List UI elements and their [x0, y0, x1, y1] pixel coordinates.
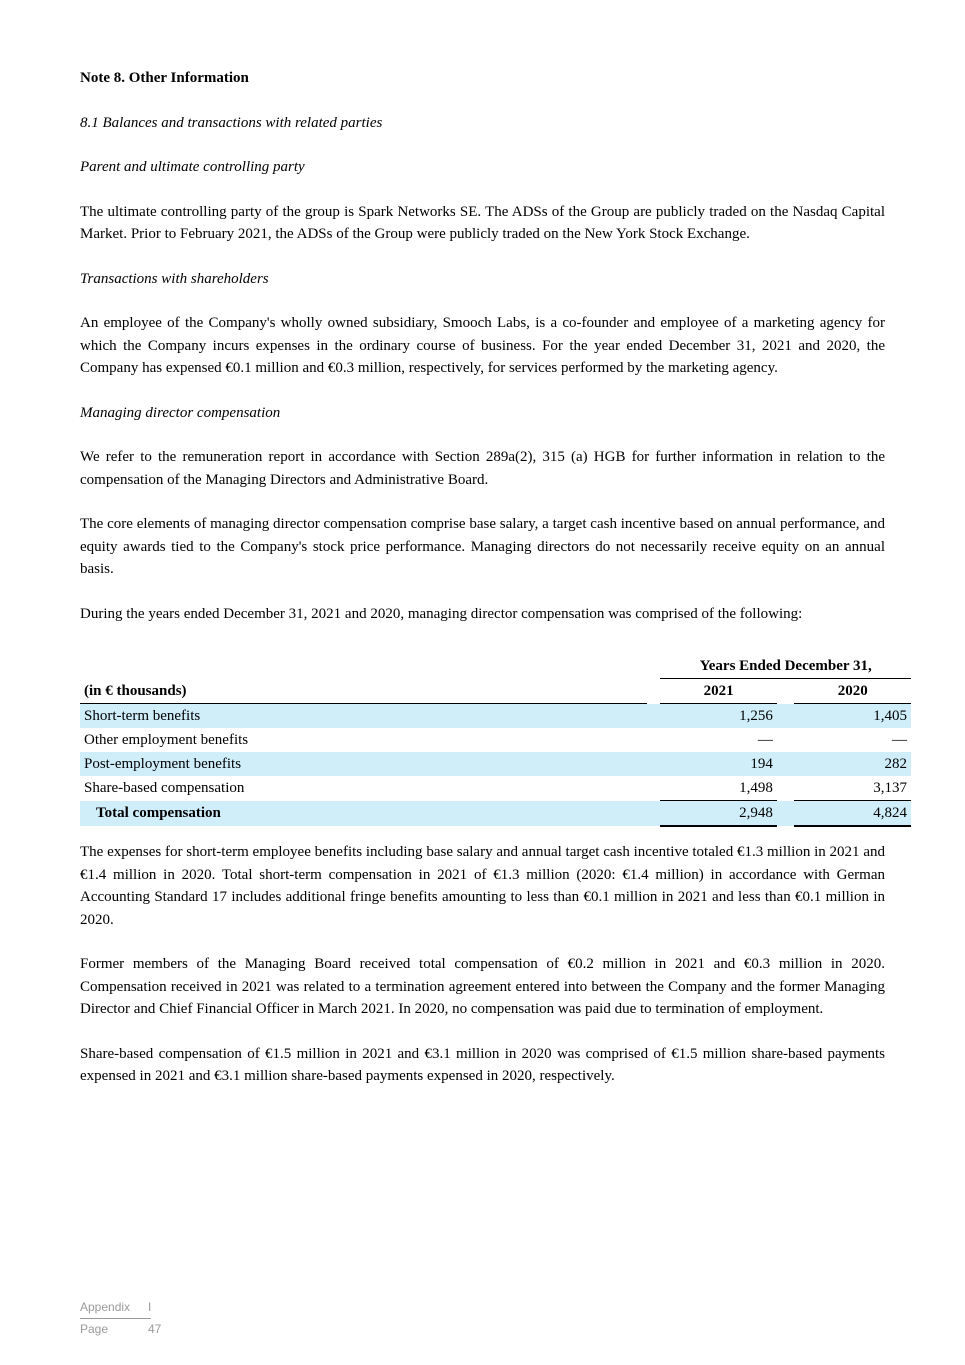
table-row — [80, 776, 911, 801]
document-page — [80, 67, 885, 647]
row-value-2021: 1,256 — [660, 704, 777, 729]
table-header-row — [80, 679, 911, 704]
note-title: Note 8. Other Information — [80, 70, 249, 86]
paragraph-share-based: Share-based compensation of €1.5 million in 2021 and €3.1 million in 2020 was comprised of €1.5 million share-based payments expensed in 2021 and €3.1 million share-based payments expensed in 2020, respectively. — [80, 1045, 885, 1084]
row-value-2020: 282 — [794, 752, 911, 776]
footer-appendix-value: I — [148, 1300, 152, 1314]
row-value-2021: — — [757, 732, 773, 748]
total-value-2020: 4,824 — [794, 801, 911, 827]
table-unit-label: (in € thousands) — [80, 679, 647, 704]
paragraph-parent: The ultimate controlling party of the group is Spark Networks SE. The ADSs of the Group are publicly traded on the Nasdaq Capital Market. Prior to February 2021, the ADSs of the Group were publicly traded on the New York Stock Exchange. — [80, 203, 885, 242]
row-label: Other employment benefits — [84, 732, 249, 748]
table-row — [80, 704, 911, 729]
row-value-2020: — — [892, 732, 907, 748]
row-value-2020: 1,405 — [794, 704, 911, 729]
table-year-2020: 2020 — [794, 679, 911, 704]
paragraph-core-elements: The core elements of managing director compensation comprise base salary, a target cash incentive based on annual performance, and equity awards tied to the Company's stock price performance. Managing directors do not necessarily receive equity on an annual basis. — [80, 516, 885, 577]
table-row — [80, 752, 911, 776]
subheading-compensation: Managing director compensation — [80, 404, 281, 421]
footer-page-label: Page — [80, 1322, 109, 1336]
total-value-2021: 2,948 — [660, 801, 777, 827]
paragraph-short-term-benefits: The expenses for short-term employee benefits including base salary and annual target cash incentive totaled €1.3 million in 2021 and €1.4 million in 2020. Total short-term compensation in 2021 of €1.3 million (2020: €1.4 million) in accordance with German Accounting Standard 17 includes additional fringe benefits amounting to less than €0.1 million in 2021 and less than €0.1 million in 2020. — [80, 844, 885, 928]
paragraph-table-intro: During the years ended December 31, 2021 and 2020, managing director compensation was comprised of the following: — [80, 605, 803, 622]
section-title: 8.1 Balances and transactions with related parties — [80, 114, 383, 131]
row-label: Share-based compensation — [84, 780, 245, 797]
footer-page-number: 47 — [148, 1322, 162, 1336]
subheading-shareholders: Transactions with shareholders — [80, 270, 269, 287]
paragraph-shareholders: An employee of the Company's wholly owned subsidiary, Smooch Labs, is a co-founder and employee of a marketing agency for which the Company incurs expenses in the ordinary course of business. For the year ended December 31, 2021 and 2020, the Company has expensed €0.1 million and €0.3 million, respectively, for services performed by the marketing agency. — [80, 315, 885, 376]
row-label: Post-employment benefits — [80, 752, 647, 776]
row-label: Short-term benefits — [80, 704, 647, 729]
table-year-2021: 2021 — [660, 679, 777, 704]
row-value-2021: 1,498 — [739, 780, 773, 796]
table-group-header: Years Ended December 31, — [660, 654, 911, 679]
compensation-table — [80, 654, 911, 827]
subheading-parent: Parent and ultimate controlling party — [80, 159, 305, 175]
row-value-2021: 194 — [660, 752, 777, 776]
footer-page — [80, 1319, 161, 1340]
paragraph-former-members: Former members of the Managing Board received total compensation of €0.2 million in 2021 and €0.3 million in 2020. Compensation received in 2021 was related to a termination agreement entered into between the Company and the former Managing Director and Chief Financial Officer in March 2021. In 2020, no compensation was paid due to termination of employment. — [80, 956, 885, 1017]
table-row — [80, 728, 911, 752]
row-value-2020: 3,137 — [873, 780, 907, 796]
total-label: Total compensation — [80, 801, 647, 827]
page-footer — [80, 1297, 161, 1340]
document-page-lower — [80, 841, 885, 1110]
table-group-header-row — [80, 654, 911, 679]
paragraph-remuneration-report: We refer to the remuneration report in accordance with Section 289a(2), 315 (a) HGB for further information in relation to the compensation of the Managing Directors and Administrative Board. — [80, 449, 885, 488]
footer-appendix — [80, 1297, 151, 1319]
footer-appendix-label: Appendix — [80, 1300, 131, 1314]
table-total-row — [80, 801, 911, 827]
